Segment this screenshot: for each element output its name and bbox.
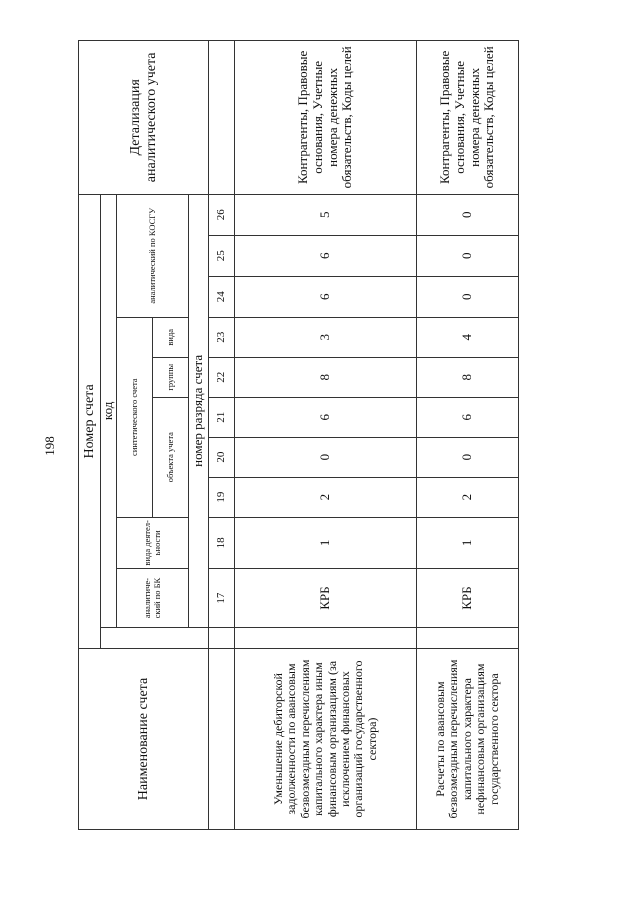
header-synthetic: синтетического счета [117,317,153,517]
digit-cell: 22 [209,357,235,397]
header-analytic-kosgu: аналитический по КОСГУ [117,194,189,317]
digit-cell: 19 [209,477,235,517]
row-value: 2 [417,477,519,517]
table-row [417,41,519,830]
row-account-name: Расчеты по авансовым безвозмездным перечислениям капитального характера нефинансовым организациям государственного сектора [417,649,519,830]
digit-cell: 23 [209,317,235,357]
row-value: 6 [235,235,417,276]
header-digit-number: номер разряда счета [189,194,209,627]
row-value: 0 [417,235,519,276]
digit-cell: 21 [209,397,235,437]
digit-cell-empty-spacer [209,628,235,649]
row-value: 6 [417,397,519,437]
digit-cell: 26 [209,194,235,235]
digit-cell: 25 [209,235,235,276]
row-value: КРБ [417,569,519,628]
row-value: 1 [417,517,519,569]
row-account-name: Уменьшение дебиторской задолженности по авансовым безвозмездным перечислениям капитального характера иным финансовым организациям (за исключением финансовых организаций государственного сектора) [235,649,417,830]
digit-cell-empty-name [209,649,235,830]
row-value: 6 [235,276,417,317]
table-row [235,41,417,830]
page-number: 198 [42,436,57,456]
row-value: 2 [235,477,417,517]
digit-cell: 17 [209,569,235,628]
digit-cell: 18 [209,517,235,569]
row-spacer [417,628,519,649]
row-value: 3 [235,317,417,357]
rotated-table-wrapper [78,40,518,830]
header-detail: Детализация аналитического учета [79,41,209,195]
header-group: группы [153,357,189,397]
header-spacer [101,628,209,649]
row-detail: Контрагенты, Правовые основания, Учетные номера денежных обязательств, Коды целей [417,41,519,195]
digit-cell-empty-detail [209,41,235,195]
row-value: КРБ [235,569,417,628]
digit-cell: 24 [209,276,235,317]
row-value: 8 [235,357,417,397]
row-value: 0 [417,437,519,477]
row-value: 6 [235,397,417,437]
header-activity-kind: вида деятельности [117,517,189,569]
row-spacer [235,628,417,649]
header-account-name: Наименование счета [79,649,209,830]
accounts-table [78,40,519,830]
row-detail: Контрагенты, Правовые основания, Учетные номера денежных обязательств, Коды целей [235,41,417,195]
header-account-number: Номер счета [79,194,101,648]
header-analytic-bk: аналитический по БК [117,569,189,628]
header-kind: вида [153,317,189,357]
row-value: 4 [417,317,519,357]
row-value: 0 [417,194,519,235]
row-value: 1 [235,517,417,569]
header-account-object: объекта учета [153,397,189,517]
row-value: 8 [417,357,519,397]
header-code: код [101,194,117,627]
row-value: 0 [417,276,519,317]
row-value: 5 [235,194,417,235]
row-value: 0 [235,437,417,477]
digit-cell: 20 [209,437,235,477]
